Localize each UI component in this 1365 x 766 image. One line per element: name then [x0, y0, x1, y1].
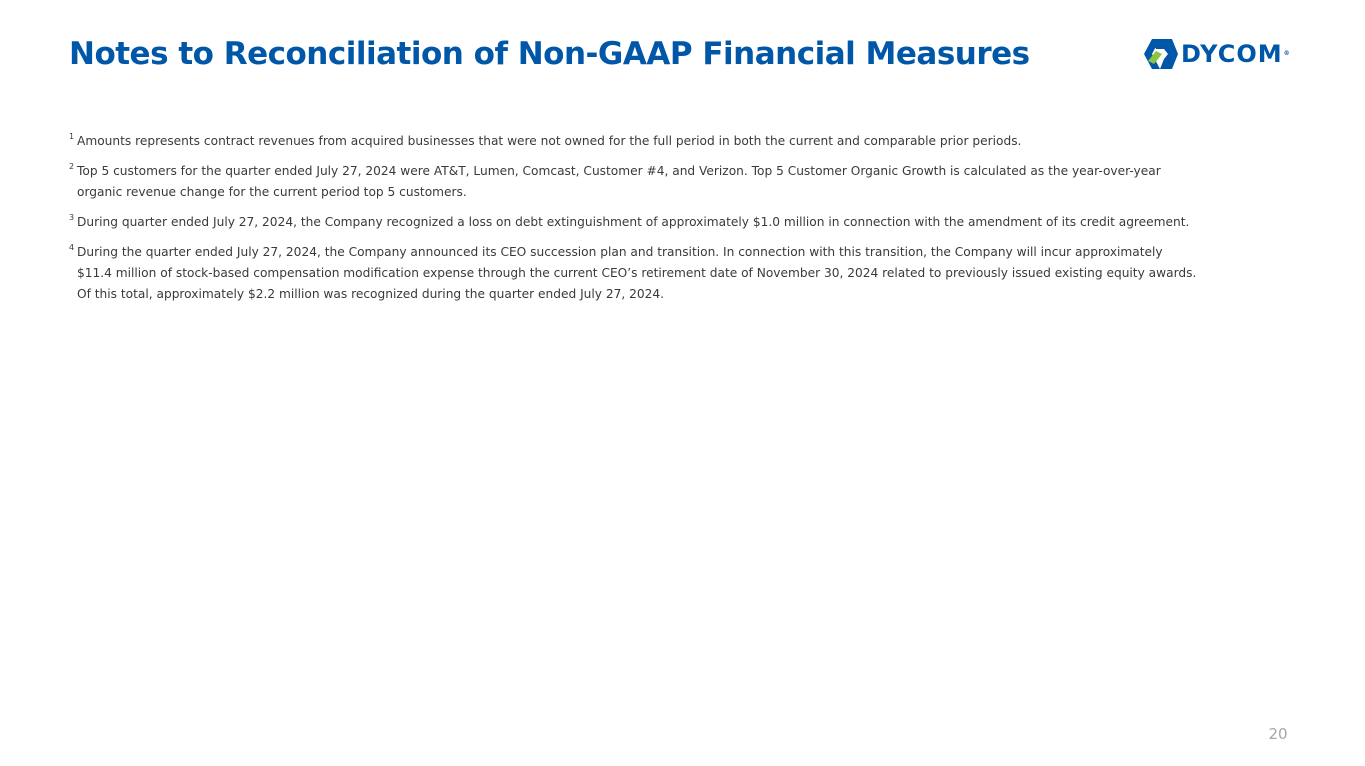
logo-wordmark [1181, 39, 1291, 69]
footnote-1 [69, 131, 1289, 152]
footnote-text: During quarter ended July 27, 2024, the Company recognized a loss on debt extinguishment of approximately $1.0 million in connection with the amendment of its credit agreement. [77, 215, 1190, 229]
footnote-marker: 2 [69, 162, 75, 171]
dycom-logo-mark-icon [1142, 37, 1178, 71]
footnote-text: Of this total, approximately $2.2 million was recognized during the quarter ended July 27, 2024. [77, 287, 665, 301]
footnote-3 [69, 212, 1289, 233]
registered-mark: ® [1283, 50, 1291, 57]
page-number: 20 [1268, 725, 1288, 743]
logo-text: DYCOM [1181, 40, 1283, 68]
footnote-text: $11.4 million of stock-based compensation modification expense through the current CEO’s retirement date of November 30, 2024 related to previously issued existing equity awards. [77, 266, 1197, 280]
footnote-text: organic revenue change for the current period top 5 customers. [77, 185, 467, 199]
footnote-marker: 1 [69, 132, 75, 141]
footnote-text: Amounts represents contract revenues from acquired businesses that were not owned for the full period in both the current and comparable prior periods. [77, 134, 1022, 148]
page-title: Notes to Reconciliation of Non-GAAP Financial Measures [69, 36, 1030, 72]
footnotes-list [69, 131, 1289, 314]
company-logo [1142, 36, 1332, 72]
footnote-text: Top 5 customers for the quarter ended July 27, 2024 were AT&T, Lumen, Comcast, Customer #4, and Verizon. Top 5 Customer Organic Growth is calculated as the year-over-year [77, 164, 1161, 178]
footnote-marker: 3 [69, 213, 75, 222]
footnote-text: During the quarter ended July 27, 2024, the Company announced its CEO succession plan and transition. In connection with this transition, the Company will incur approximately [77, 245, 1163, 259]
footnote-4 [69, 242, 1289, 305]
footnote-2 [69, 161, 1289, 203]
footnote-marker: 4 [69, 243, 75, 252]
